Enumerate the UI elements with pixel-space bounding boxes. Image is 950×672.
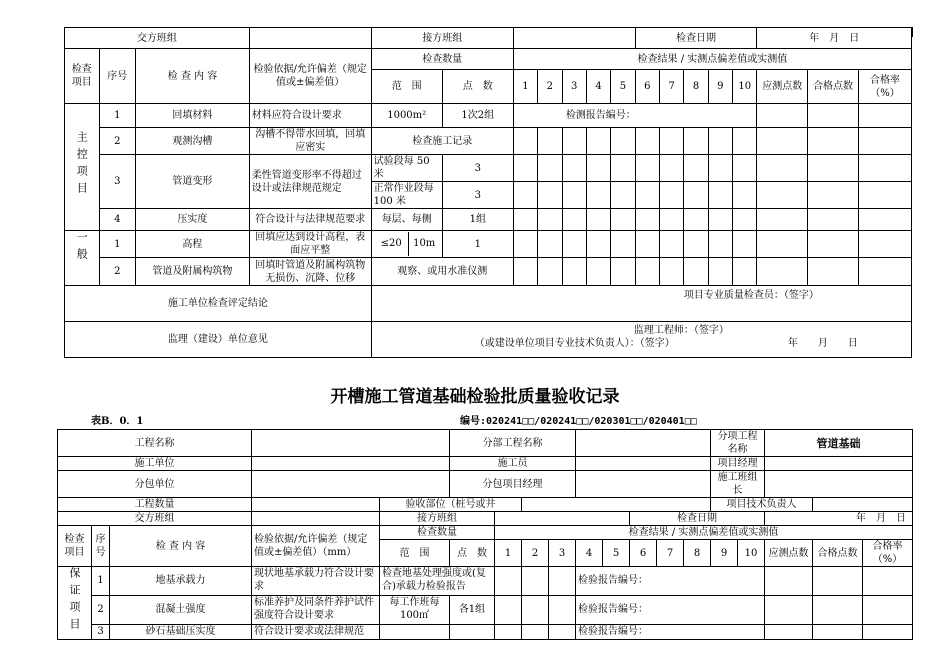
content: 压实度 [136, 209, 250, 231]
range: 试验段每 50 米 [371, 155, 442, 182]
table-number: 表B．0．1 [91, 416, 144, 427]
points: 各1组 [450, 595, 495, 624]
range: 正常作业段每 100 米 [371, 182, 442, 209]
col-1: 1 [513, 70, 537, 104]
manager-label: 项目经理 [711, 457, 765, 471]
method: 检查施工记录 [371, 128, 513, 155]
col-9: 9 [711, 540, 738, 567]
lower-inspection-table [57, 429, 913, 640]
basis: 现状地基承载力符合设计要求 [252, 567, 380, 596]
tech-leader-value[interactable] [813, 498, 913, 512]
header-seq: 序号 [99, 49, 136, 104]
report-number[interactable]: 检测报告编号： [513, 104, 757, 128]
col-3: 3 [562, 70, 586, 104]
header-range: 范 围 [371, 70, 442, 104]
content: 高程 [136, 231, 250, 258]
col-9: 9 [708, 70, 732, 104]
seq: 2 [99, 128, 136, 155]
range: 检查地基处理强度或(复合)承载力检验报告 [380, 567, 495, 596]
serial-number: 编号:020241□□/020241□□/020301□□/020401□□ [460, 416, 697, 427]
constructor-value[interactable] [576, 457, 711, 471]
header-quantity: 检查数量 [380, 526, 495, 540]
content: 管道变形 [136, 155, 250, 209]
col-6: 6 [630, 540, 657, 567]
range: 每工作班每100㎡ [380, 595, 450, 624]
range: ≤20 10m [371, 231, 442, 258]
supervision-opinion-value[interactable] [371, 322, 911, 358]
content: 砂石基础压实度 [110, 624, 252, 639]
tech-leader-label: 项目技术负责人 [711, 498, 813, 512]
header-points: 点 数 [442, 70, 513, 104]
report-number[interactable]: 检验报告编号： [576, 595, 765, 624]
basis: 沟槽不得带水回填，回填应密实 [249, 128, 371, 155]
basis: 标准养护及同条件养护试件强度符合设计要求 [252, 595, 380, 624]
item-project-value[interactable]: 管道基础 [765, 430, 913, 457]
content: 管道及附属构筑物 [136, 258, 250, 286]
form-title: 开槽施工管道基础检验批质量验收记录 [330, 387, 620, 407]
main-control-label: 主控项目 [65, 104, 100, 231]
header-should-points: 应测点数 [757, 70, 808, 104]
subcontractor-label: 分包单位 [58, 471, 252, 498]
check-date-label: 检查日期 [630, 512, 765, 526]
col-5: 5 [603, 540, 630, 567]
seq: 1 [92, 567, 110, 596]
receiving-team-value[interactable] [495, 512, 630, 526]
item-project-label: 分项工程名称 [711, 430, 765, 457]
header-should-points: 应测点数 [765, 540, 813, 567]
report-number[interactable]: 检验报告编号： [576, 624, 765, 639]
check-date-label: 检查日期 [635, 28, 757, 49]
col-6: 6 [635, 70, 659, 104]
location-label: 验收部位（桩号或井 [380, 498, 522, 512]
header-pass-points: 合格点数 [813, 540, 863, 567]
col-8: 8 [684, 70, 708, 104]
header-seq: 序号 [92, 526, 110, 567]
receiving-team-label: 接方班组 [371, 28, 513, 49]
basis: 柔性管道变形率不得超过设计或法律规范规定 [249, 155, 371, 209]
basis: 材料应符合设计要求 [249, 104, 371, 128]
content: 混凝土强度 [110, 595, 252, 624]
col-4: 4 [576, 540, 603, 567]
seq: 3 [92, 624, 110, 639]
upper-inspection-table [64, 27, 912, 358]
team-leader-value[interactable] [765, 471, 913, 498]
header-basis: 检验依据/允许偏差（规定值或±偏差值）（mm） [252, 526, 380, 567]
col-4: 4 [586, 70, 610, 104]
manager-value[interactable] [765, 457, 913, 471]
quantity-label: 工程数量 [58, 498, 252, 512]
header-range: 范 围 [380, 540, 450, 567]
header-results: 检查结果 / 实测点偏差值或实测值 [495, 526, 913, 540]
basis: 回填应达到设计高程，表面应平整 [249, 231, 371, 258]
content: 观测沟槽 [136, 128, 250, 155]
content: 回填材料 [136, 104, 250, 128]
range [380, 624, 450, 639]
points [450, 624, 495, 639]
construction-sign: 项目专业质量检查员：（签字） [683, 290, 819, 301]
seq: 1 [99, 104, 136, 128]
project-name-value[interactable] [252, 430, 450, 457]
content: 地基承载力 [110, 567, 252, 596]
supervision-sign: 监理工程师：（签字） [633, 325, 729, 336]
quantity-value[interactable] [252, 498, 380, 512]
col-10: 10 [738, 540, 765, 567]
range: 每层、每侧 [371, 209, 442, 231]
header-content: 检 查 内 容 [136, 49, 250, 104]
col-10: 10 [733, 70, 757, 104]
col-1: 1 [495, 540, 522, 567]
subcontractor-value[interactable] [252, 471, 450, 498]
header-pass-rate: 合格率（%） [863, 540, 913, 567]
supervision-sign-alt: （或建设单位项目专业技术负责人）：（签字） [474, 338, 675, 349]
col-7: 7 [659, 70, 683, 104]
header-content: 检 查 内 容 [110, 526, 252, 567]
points: 1次2组 [442, 104, 513, 128]
col-7: 7 [657, 540, 684, 567]
col-2: 2 [538, 70, 562, 104]
header-points: 点 数 [450, 540, 495, 567]
handover-team-label: 交方班组 [58, 512, 252, 526]
points: 1组 [442, 209, 513, 231]
general-label: 一般 [65, 231, 100, 286]
construction-conclusion-label: 施工单位检查评定结论 [65, 286, 372, 322]
col-8: 8 [684, 540, 711, 567]
basis: 符合设计要求或法律规范 [252, 624, 380, 639]
col-2: 2 [522, 540, 549, 567]
report-number[interactable]: 检验报告编号： [576, 567, 765, 596]
points: 3 [442, 182, 513, 209]
header-pass-points: 合格点数 [808, 70, 859, 104]
seq: 4 [99, 209, 136, 231]
points: 1 [442, 231, 513, 258]
constructor-label: 施工员 [450, 457, 576, 471]
sub-manager-value[interactable] [576, 471, 711, 498]
header-pass-rate: 合格率（%） [858, 70, 911, 104]
header-results: 检查结果 / 实测点偏差值或实测值 [513, 49, 911, 70]
check-date-value[interactable]: 年 月 日 [765, 512, 913, 526]
handover-team-value[interactable] [249, 28, 371, 49]
contractor-label: 施工单位 [58, 457, 252, 471]
contractor-value[interactable] [252, 457, 450, 471]
header-basis: 检验依据/允许偏差（规定值或±偏差值） [249, 49, 371, 104]
sub-project-label: 分部工程名称 [450, 430, 576, 457]
col-3: 3 [549, 540, 576, 567]
guarantee-label: 保证项目 [58, 567, 92, 640]
seq: 1 [99, 231, 136, 258]
supervision-opinion-label: 监理（建设）单位意见 [65, 322, 372, 358]
sub-manager-label: 分包项目经理 [450, 471, 576, 498]
header-quantity: 检查数量 [371, 49, 513, 70]
basis: 回填时管道及附属构筑物无损伤、沉降、位移 [249, 258, 371, 286]
handover-team-value[interactable] [252, 512, 380, 526]
range: 1000m² [371, 104, 442, 128]
construction-conclusion-value[interactable] [371, 286, 911, 322]
check-date-value[interactable]: 年 月 日 [757, 28, 912, 49]
points: 3 [442, 155, 513, 182]
method: 观察、或用水准仪测 [371, 258, 513, 286]
header-check-item: 检查项目 [58, 526, 92, 567]
location-value[interactable] [522, 498, 711, 512]
team-leader-label: 施工班组长 [711, 471, 765, 498]
seq: 2 [92, 595, 110, 624]
seq: 3 [99, 155, 136, 209]
header-check-item: 检查项目 [65, 49, 100, 104]
handover-team-label: 交方班组 [65, 28, 250, 49]
receiving-team-value[interactable] [513, 28, 635, 49]
sub-project-value[interactable] [576, 430, 711, 457]
seq: 2 [99, 258, 136, 286]
col-5: 5 [611, 70, 635, 104]
project-name-label: 工程名称 [58, 430, 252, 457]
receiving-team-label: 接方班组 [380, 512, 495, 526]
supervision-date[interactable]: 年 月 日 [787, 338, 858, 349]
basis: 符合设计与法律规范要求 [249, 209, 371, 231]
